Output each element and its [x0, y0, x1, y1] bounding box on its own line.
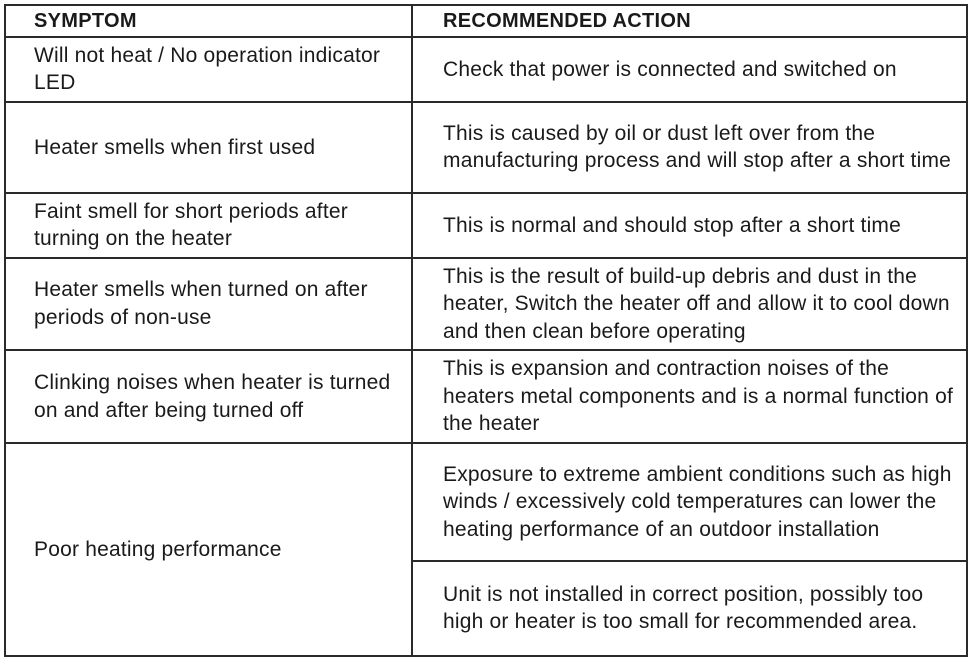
action-cell: Exposure to extreme ambient conditions such as high winds / excessively cold temperatures can lower the heating performance of an outdoor installation	[412, 443, 967, 561]
action-column-header: RECOMMENDED ACTION	[412, 5, 967, 37]
troubleshooting-table	[4, 4, 968, 657]
table-row	[5, 258, 967, 350]
action-cell: This is caused by oil or dust left over from the manufacturing process and will stop after a short time	[412, 102, 967, 193]
table-row	[5, 102, 967, 193]
action-cell: This is expansion and contraction noises of the heaters metal components and is a normal function of the heater	[412, 350, 967, 443]
table-row	[5, 37, 967, 102]
table-row	[5, 193, 967, 258]
symptom-cell: Clinking noises when heater is turned on and after being turned off	[5, 350, 412, 443]
symptom-cell: Faint smell for short periods after turning on the heater	[5, 193, 412, 258]
table-row	[5, 350, 967, 443]
action-cell: This is the result of build-up debris and dust in the heater, Switch the heater off and allow it to cool down and then clean before operating	[412, 258, 967, 350]
symptom-cell: Poor heating performance	[5, 443, 412, 656]
action-cell: Unit is not installed in correct position, possibly too high or heater is too small for recommended area.	[412, 561, 967, 656]
table-header-row	[5, 5, 967, 37]
table-row	[5, 443, 967, 561]
symptom-cell: Will not heat / No operation indicator LED	[5, 37, 412, 102]
symptom-cell: Heater smells when turned on after periods of non-use	[5, 258, 412, 350]
symptom-cell: Heater smells when first used	[5, 102, 412, 193]
action-cell: This is normal and should stop after a short time	[412, 193, 967, 258]
symptom-column-header: SYMPTOM	[5, 5, 412, 37]
action-cell: Check that power is connected and switched on	[412, 37, 967, 102]
